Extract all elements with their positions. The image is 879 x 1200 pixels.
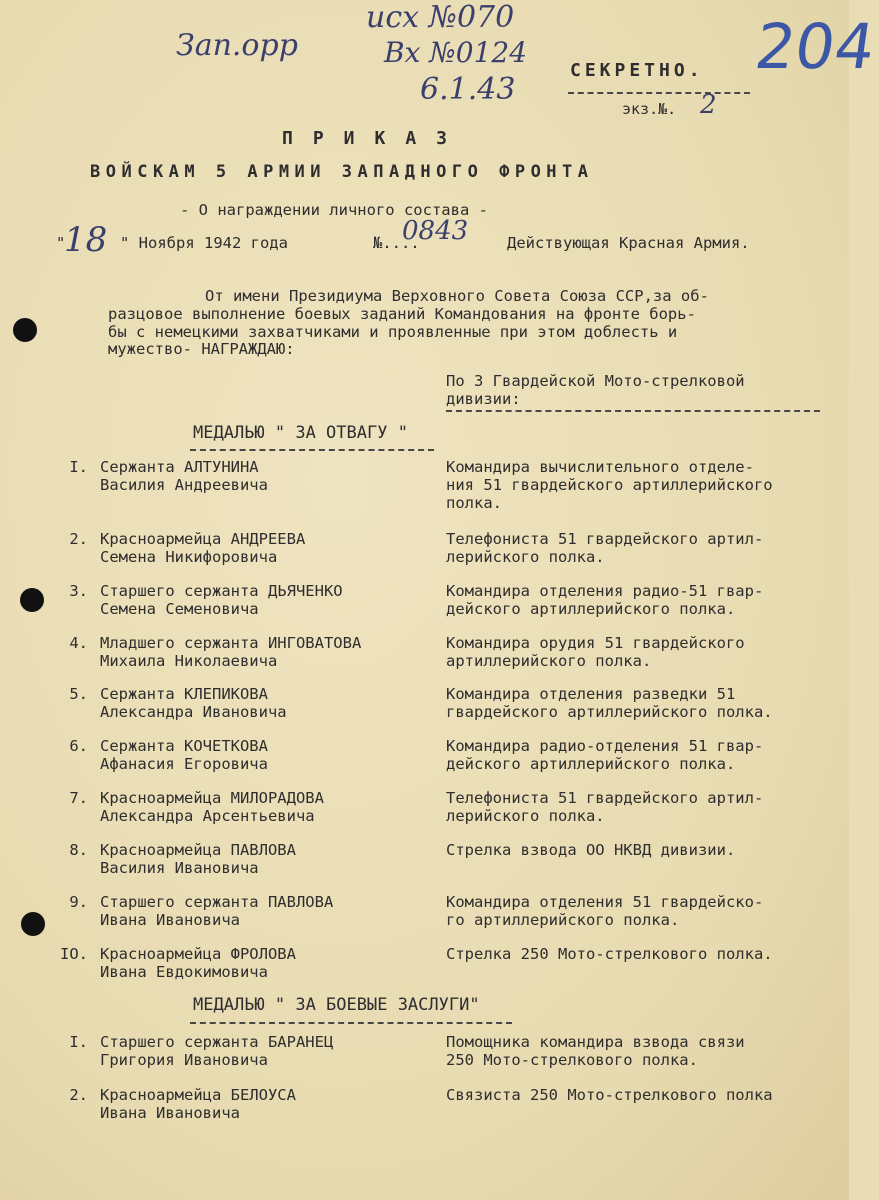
recipient-position: Командира орудия 51 гвардейского артиллерийского полка. [446,634,745,670]
recipient-name: Младшего сержанта ИНГОВАТОВА Михаила Николаевича [100,634,362,670]
recipient-name: Сержанта АЛТУНИНА Василия Андреевича [100,458,268,494]
divider [190,1022,512,1024]
recipient-name: Старшего сержанта ДЬЯЧЕНКО Семена Семеновича [100,582,343,618]
section-title: МЕДАЛЬЮ " ЗА БОЕВЫЕ ЗАСЛУГИ" [193,995,480,1015]
preamble-line: бы с немецкими захватчиками и проявленные при этом доблесть и [108,323,678,341]
divider [568,92,750,94]
recipient-position: Помощника командира взвода связи 250 Мото-стрелкового полка. [446,1033,745,1069]
recipient-name: Старшего сержанта БАРАНЕЦ Григория Ивановича [100,1033,334,1069]
order-number: 0843 [402,216,469,246]
secret-label: СЕКРЕТНО. [570,60,704,81]
recipient-name: Красноармейца БЕЛОУСА Ивана Ивановича [100,1086,296,1122]
recipient-position: Командира вычислительного отделе- ния 51 гвардейского артиллерийского полка. [446,458,773,512]
order-number-label: №.... [373,234,420,252]
handwritten-note: Зап.орр [176,28,298,63]
order-subject: - О награждении личного состава - [180,201,488,219]
army-label: Действующая Красная Армия. [507,234,750,252]
preamble-line: От имени Президиума Верховного Совета Союза ССР,за об- [205,287,709,305]
divider [446,410,820,412]
recipient-name: Красноармейца МИЛОРАДОВА Александра Арсентьевича [100,789,324,825]
punch-hole [21,912,45,936]
award-item-number: 2. [69,530,88,548]
award-item-number: IO. [60,945,88,963]
award-item-number: I. [69,458,88,476]
order-day: 18 [64,220,108,260]
preamble-line: разцовое выполнение боевых заданий Командования на фронте борь- [108,305,696,323]
copy-label: экз.№. [622,100,677,118]
registration-incoming: Вх №0124 [384,36,528,69]
recipient-position: Командира отделения радио-51 гвар- дейского артиллерийского полка. [446,582,764,618]
division-heading: По 3 Гвардейской Мото-стрелковой [446,372,745,390]
award-item-number: 2. [69,1086,88,1104]
divider [190,449,434,451]
award-item-number: I. [69,1033,88,1051]
award-item-number: 8. [69,841,88,859]
recipient-position: Командира отделения разведки 51 гвардейского артиллерийского полка. [446,685,773,721]
registration-outgoing: исх №070 [366,0,515,35]
punch-hole [20,588,44,612]
recipient-position: Командира радио-отделения 51 гвар- дейского артиллерийского полка. [446,737,764,773]
recipient-name: Старшего сержанта ПАВЛОВА Ивана Ивановича [100,893,334,929]
recipient-name: Сержанта КЛЕПИКОВА Александра Ивановича [100,685,287,721]
recipient-position: Телефониста 51 гвардейского артил- лерийского полка. [446,789,764,825]
recipient-position: Стрелка 250 Мото-стрелкового полка. [446,945,773,963]
recipient-name: Сержанта КОЧЕТКОВА Афанасия Егоровича [100,737,268,773]
recipient-position: Командира отделения 51 гвардейско- го артиллерийского полка. [446,893,764,929]
recipient-name: Красноармейца АНДРЕЕВА Семена Никифоровича [100,530,306,566]
page-number: 204 [750,10,879,83]
recipient-position: Стрелка взвода ОО НКВД дивизии. [446,841,736,859]
troops-line: ВОЙСКАМ 5 АРМИИ ЗАПАДНОГО ФРОНТА [90,162,594,182]
award-item-number: 9. [69,893,88,911]
recipient-position: Связиста 250 Мото-стрелкового полка [446,1086,773,1104]
date-quote-open: " [56,234,66,252]
division-heading: дивизии: [446,390,521,408]
award-item-number: 3. [69,582,88,600]
section-title: МЕДАЛЬЮ " ЗА ОТВАГУ " [193,423,408,443]
preamble-line: мужество- НАГРАЖДАЮ: [108,340,295,358]
order-month-year: " Ноября 1942 года [120,234,288,252]
recipient-name: Красноармейца ФРОЛОВА Ивана Евдокимовича [100,945,296,981]
punch-hole [13,318,37,342]
copy-number: 2 [700,90,717,120]
recipient-position: Телефониста 51 гвардейского артил- лерийского полка. [446,530,764,566]
award-item-number: 5. [69,685,88,703]
registration-date: 6.1.43 [420,72,516,107]
order-title: ПРИКАЗ [282,128,468,149]
award-item-number: 4. [69,634,88,652]
award-item-number: 6. [69,737,88,755]
recipient-name: Красноармейца ПАВЛОВА Василия Ивановича [100,841,296,877]
award-item-number: 7. [69,789,88,807]
